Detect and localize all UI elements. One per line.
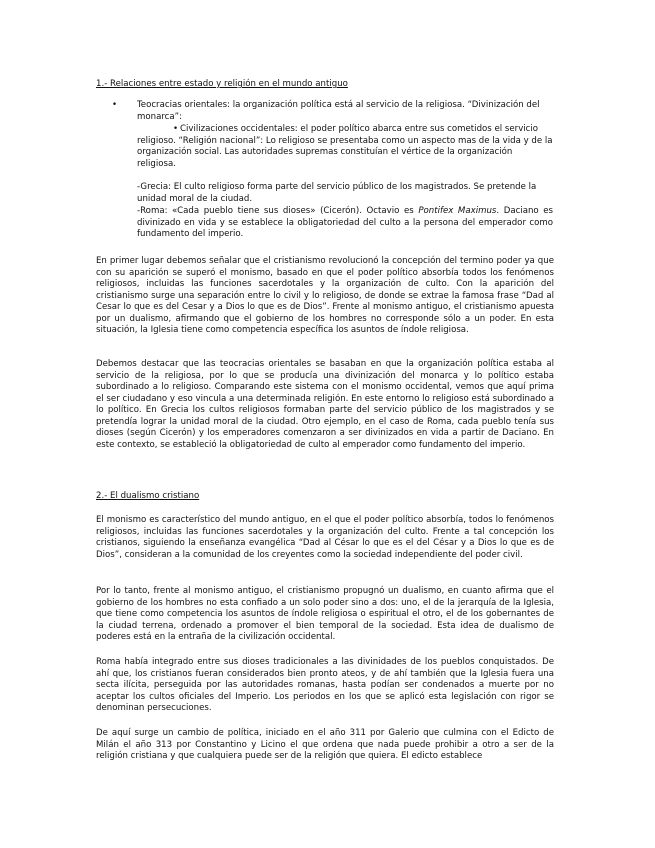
paragraph-2: Debemos destacar que las teocracias orientales se basaban en que la organización política estaba al servicio de la religiosa, por lo que se producía una divinización del monarca y lo político estaba subordinado a lo religioso. Comparando este sistema con el monismo occidental, vemos que aquí prima el ser ciudadano y eso vincula a una determinada religión. En este entorno lo religioso está subordinado a lo político. En Grecia los cultos religiosos formaban parte del servicio público de los magistrados y se pretendía lograr la unidad moral de la ciudad. Otro ejemplo, en el caso de Roma, cada pueblo tenía sus dioses (según Cicerón) y los emperadores comenzaron a ser divinizados en vida a partir de Daciano. En este contexto, se estableció la obligatoriedad de culto al emperador como fundamento del imperio.	[96, 359, 554, 450]
bullet-text-civilizaciones: Civilizaciones occidentales: el poder político abarca entre sus cometidos el servicio religioso. “Religión nacional”: Lo religioso se presentaba como un aspecto mas de la vida y de la organización social. Las autoridades supremas constituían el vértice de la organización religiosa.	[137, 124, 553, 169]
grecia-note: -Grecia: El culto religioso forma parte del servicio público de los magistrados. Se pretende la unidad moral de la ciudad.	[137, 182, 537, 204]
bullet-teocracias	[96, 100, 551, 123]
bullet-marker: •	[173, 124, 179, 134]
pontifex-maximus-term: Pontifex Maximus	[418, 206, 497, 216]
roma-note	[137, 206, 553, 241]
paragraph-6: De aquí surge un cambio de política, iniciado en el año 311 por Galerio que culmina con el Edicto de Milán el año 313 por Constantino y Licino el que ordena que nada puede prohibir a otro a ser de la religión cristiana y que cualquiera puede ser de la religión que quiera. El edicto establece	[96, 728, 554, 761]
section-2-heading: 2.- El dualismo cristiano	[96, 491, 200, 501]
paragraph-5: Roma había integrado entre sus dioses tradicionales a las divinidades de los pueblos conquistados. De ahí que, los cristianos fueran considerados bien pronto ateos, y de ahí también que la Iglesia fuera una secta ilícita, perseguida por las autoridades romanas, hasta podían ser condenados a muerte por no aceptar los cultos oficiales del Imperio. Los periodos en los que se aplicó esta legislación con rigor se denominan persecuciones.	[96, 657, 554, 713]
bullet-civilizaciones	[137, 124, 553, 170]
bullet-text-teocracias: Teocracias orientales: la organización política está al servicio de la religiosa. “Divinización del monarca”:	[137, 100, 540, 122]
roma-text-end: . Daciano es divinizado en vida y se establece la obligatoriedad del culto a la persona del emperador como fundamento del imperio.	[137, 206, 553, 239]
paragraph-4: Por lo tanto, frente al monismo antiguo, el cristianismo propugnó un dualismo, en cuanto afirma que el gobierno de los hombres no esta confiado a un solo poder sino a dos: uno, el de la jerarquía de la Iglesia, que tiene como competencia los asuntos de índole religiosa o espiritual el otro, el de los gobernantes de la ciudad terrena, ordenado a promover el bien temporal de la sociedad. Esta idea de dualismo de poderes está en la entraña de la civilización occidental.	[96, 586, 554, 642]
roma-text-start: -Roma: «Cada pueblo tiene sus dioses» (Cicerón). Octavio es	[137, 206, 419, 216]
bullet-marker: •	[112, 100, 118, 110]
paragraph-3: El monismo es característico del mundo antiguo, en el que el poder político absorbía, todos lo fenómenos religiosos, incluidas las funciones sacerdotales y la organización del culto. Frente a tal concepción los cristianos, siguiendo la enseñanza evangélica “Dad al César lo que es el del César y a Dios lo que es de Dios”, consideran a la comunidad de los creyentes como la sociedad independiente del poder civil.	[96, 515, 554, 560]
section-1-heading: 1.- Relaciones entre estado y religión en el mundo antiguo	[96, 79, 348, 89]
paragraph-1: En primer lugar debemos señalar que el cristianismo revolucionó la concepción del termino poder ya que con su aparición se superó el monismo, basado en que el poder político absorbía todos los fenómenos religiosos, incluidas las funciones sacerdotales y la organización de culto. Con la aparición del cristianismo surge una separación entre lo civil y lo religioso, de donde se extrae la famosa frase “Dad al Cesar lo que es del Cesar y a Dios lo que es de Dios”. Frente al monismo antiguo, el cristianismo apuesta por un dualismo, afirmando que el gobierno de los hombres no corresponde sólo a un poder. En esta situación, la Iglesia tiene como competencia específica los asuntos de índole religiosa.	[96, 256, 554, 335]
